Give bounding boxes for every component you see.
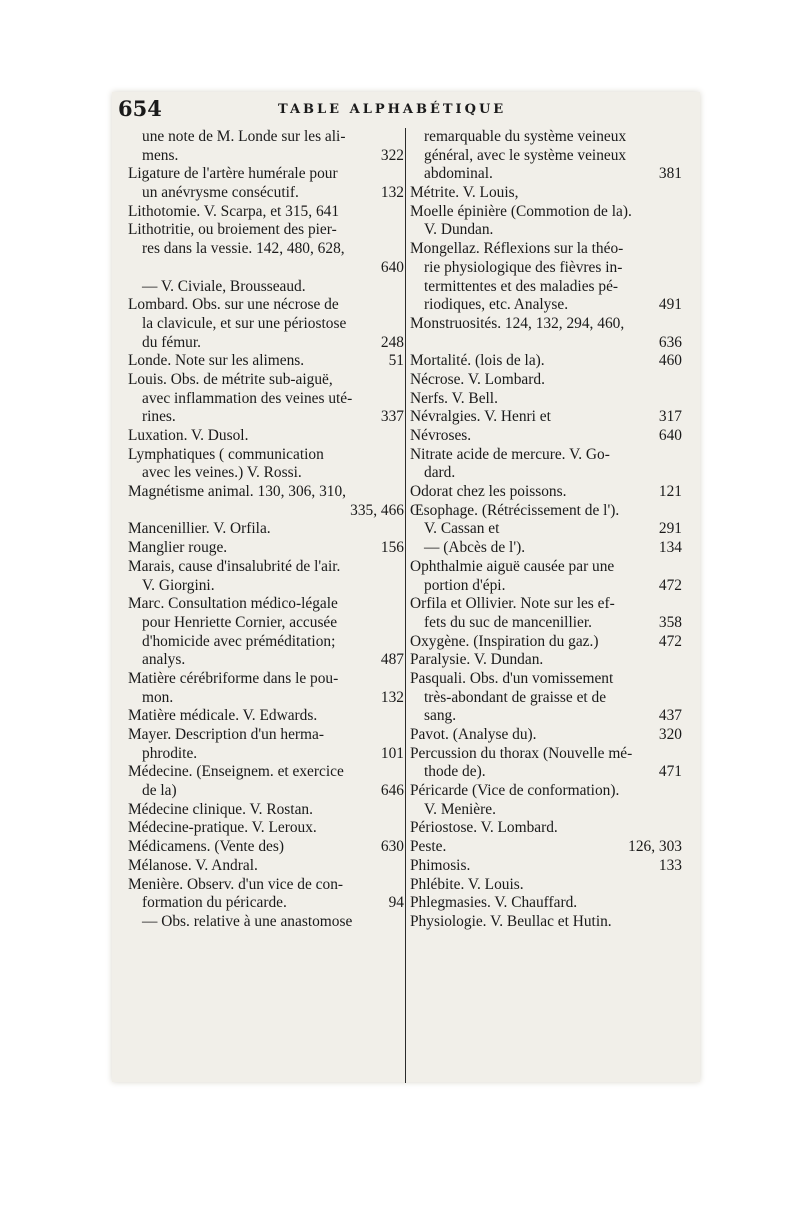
index-entry-text: Mortalité. (lois de la). (410, 352, 545, 370)
index-entry-text: très-abondant de graisse et de (424, 688, 607, 706)
index-entry-text: une note de M. Londe sur les ali- (142, 128, 346, 145)
index-entry-text: Ligature de l'artère humérale pour (128, 165, 338, 183)
index-entry-text: Nerfs. V. Bell. (410, 389, 498, 407)
index-line (410, 371, 682, 390)
index-line (410, 165, 682, 184)
index-line (128, 128, 404, 147)
page-reference: 94 (388, 894, 404, 912)
index-line (128, 334, 404, 353)
page-reference: 640 (658, 427, 682, 444)
index-line (410, 633, 682, 652)
index-entry-text: Paralysie. V. Dundan. (410, 651, 544, 669)
index-entry-text: du fémur. (142, 333, 201, 351)
index-entry-text: portion d'épi. (424, 576, 506, 594)
index-entry-text: Odorat chez les poissons. (410, 483, 567, 501)
page-reference: 471 (658, 763, 682, 781)
index-entry-text: Lombard. Obs. sur une nécrose de (128, 296, 339, 314)
index-line (410, 315, 682, 334)
page-reference: 636 (658, 333, 682, 351)
page-reference: 322 (380, 146, 404, 164)
page-reference: 101 (380, 744, 404, 762)
index-entry-text: res dans la vessie. 142, 480, 628, (142, 240, 345, 258)
index-line (410, 278, 682, 297)
index-entry-text: Médicamens. (Vente des) (128, 838, 284, 856)
index-line (128, 408, 404, 427)
index-entry-text: fets du suc de mancenillier. (424, 613, 592, 631)
index-entry-text: termittentes et des maladies pé- (424, 277, 619, 295)
index-entry-text: un anévrysme consécutif. (142, 184, 299, 202)
index-entry-text: sang. (424, 707, 457, 725)
page-reference: 630 (380, 838, 404, 856)
index-entry-text: Phimosis. (410, 856, 471, 874)
index-entry-text: Névroses. (410, 427, 472, 444)
index-entry-text: Lithotomie. V. Scarpa, et 315, 641 (128, 202, 340, 220)
index-entry-text: Phlegmasies. V. Chauffard. (410, 894, 578, 912)
index-line (410, 221, 682, 240)
page-reference: 646 (380, 782, 404, 800)
index-line (128, 296, 404, 315)
index-entry-text: Matière médicale. V. Edwards. (128, 707, 318, 725)
index-entry-text: Lithotritie, ou broiement des pier- (128, 221, 337, 239)
index-entry-text: Ophthalmie aiguë causée par une (410, 557, 615, 575)
index-line (410, 745, 682, 764)
index-entry-text: Physiologie. V. Beullac et Hutin. (410, 912, 612, 930)
index-line (128, 352, 404, 371)
index-entry-text: Nitrate acide de mercure. V. Go- (410, 445, 610, 463)
index-line (128, 539, 404, 558)
index-line (128, 165, 404, 184)
index-entry-text: — Obs. relative à une anastomose (142, 912, 353, 930)
index-line (410, 259, 682, 278)
index-line (410, 577, 682, 596)
index-entry-text: analys. (142, 651, 186, 669)
index-entry-text: Magnétisme animal. 130, 306, 310, (128, 483, 347, 501)
index-entry-text: Orfila et Ollivier. Note sur les ef- (410, 595, 615, 613)
page-reference: 491 (658, 296, 682, 314)
index-line (410, 838, 682, 857)
running-title: TABLE ALPHABÉTIQUE (278, 102, 507, 117)
index-line (128, 147, 404, 166)
index-line (128, 446, 404, 465)
index-entry-text: Mancenillier. V. Orfila. (128, 520, 271, 538)
index-line (410, 408, 682, 427)
index-line (128, 857, 404, 876)
index-entry-text: remarquable du système veineux (424, 128, 627, 145)
page-reference: 156 (380, 539, 404, 557)
index-entry-text: Marc. Consultation médico-légale (128, 595, 338, 613)
index-entry-text: V. Giorgini. (142, 576, 215, 594)
index-entry-text: dard. (424, 464, 456, 482)
index-line (128, 427, 404, 446)
index-entry-text: V. Menière. (424, 800, 496, 818)
index-line (410, 483, 682, 502)
index-entry-text: riodiques, etc. Analyse. (424, 296, 569, 314)
index-entry-text: Névralgies. V. Henri et (410, 408, 551, 426)
index-line (410, 558, 682, 577)
index-entry-text: Péricarde (Vice de conformation). (410, 782, 620, 800)
index-line (410, 782, 682, 801)
index-line (410, 857, 682, 876)
index-line (410, 614, 682, 633)
page-reference: 134 (658, 539, 682, 557)
index-line (128, 782, 404, 801)
page-reference: 132 (380, 184, 404, 202)
page-reference: 335, 466 (350, 501, 404, 519)
index-entry-text: général, avec le système veineux (424, 146, 627, 164)
column-divider (405, 128, 406, 1083)
page-reference: 640 (380, 258, 404, 276)
index-line (128, 577, 404, 596)
index-line (410, 147, 682, 166)
index-line (128, 240, 404, 259)
index-line (410, 296, 682, 315)
page-reference: 317 (658, 408, 682, 426)
index-entry-text: abdominal. (424, 165, 493, 183)
index-line (410, 726, 682, 745)
index-entry-text: la clavicule, et sur une périostose (142, 314, 347, 332)
index-line (128, 838, 404, 857)
index-line (128, 894, 404, 913)
index-line (128, 184, 404, 203)
index-entry-text: — V. Civiale, Brousseaud. (142, 277, 306, 295)
index-line (128, 614, 404, 633)
page-reference: 337 (380, 408, 404, 426)
index-entry-text: d'homicide avec préméditation; (142, 632, 336, 650)
index-line (128, 483, 404, 502)
page-number: 654 (118, 96, 162, 121)
index-line (410, 670, 682, 689)
index-entry-text: Métrite. V. Louis, (410, 184, 519, 202)
page-reference: 126, 303 (628, 838, 682, 856)
page-reference: 381 (658, 165, 682, 183)
index-entry-text: V. Dundan. (424, 221, 494, 239)
index-entry-text: mon. (142, 688, 174, 706)
index-line (128, 819, 404, 838)
index-line (128, 913, 404, 932)
page-reference: 460 (658, 352, 682, 370)
index-line (410, 352, 682, 371)
index-line (410, 876, 682, 895)
index-line (410, 520, 682, 539)
index-line (410, 595, 682, 614)
index-line (410, 128, 682, 147)
index-line (128, 558, 404, 577)
index-entry-text: Médecine-pratique. V. Leroux. (128, 819, 317, 837)
index-entry-text: Pasquali. Obs. d'un vomissement (410, 669, 614, 687)
index-entry-text: Oxygène. (Inspiration du gaz.) (410, 632, 599, 650)
index-entry-text: Londe. Note sur les alimens. (128, 352, 305, 370)
index-line (128, 726, 404, 745)
left-column (128, 128, 404, 932)
index-line (410, 334, 682, 353)
index-line (128, 371, 404, 390)
index-line (128, 689, 404, 708)
index-entry-text: mens. (142, 146, 179, 164)
index-entry-text: Louis. Obs. de métrite sub-aiguë, (128, 370, 333, 388)
page-reference: 291 (658, 520, 682, 538)
index-line (410, 707, 682, 726)
index-line (410, 502, 682, 521)
index-line (410, 240, 682, 259)
page-header (118, 96, 678, 126)
index-line (128, 278, 404, 297)
index-line (128, 707, 404, 726)
index-entry-text: de la) (142, 782, 177, 800)
index-entry-text: thode de). (424, 763, 486, 781)
index-entry-text: Matière cérébriforme dans le pou- (128, 669, 339, 687)
index-entry-text: Médecine. (Enseignem. et exercice (128, 763, 344, 781)
page-reference: 133 (658, 856, 682, 874)
page-reference: 358 (658, 613, 682, 631)
index-entry-text: Percussion du thorax (Nouvelle mé- (410, 744, 633, 762)
index-line (128, 633, 404, 652)
index-entry-text: Médecine clinique. V. Rostan. (128, 800, 313, 818)
page-reference: 472 (658, 632, 682, 650)
index-line (410, 913, 682, 932)
index-line (410, 446, 682, 465)
index-line (410, 539, 682, 558)
index-line (128, 390, 404, 409)
index-entry-text: formation du péricarde. (142, 894, 287, 912)
index-entry-text: Menière. Observ. d'un vice de con- (128, 875, 344, 893)
page-reference: 437 (658, 707, 682, 725)
index-line (128, 259, 404, 278)
index-entry-text: Lymphatiques ( communication (128, 445, 324, 463)
page-reference: 132 (380, 688, 404, 706)
index-line (128, 520, 404, 539)
index-entry-text: phrodite. (142, 744, 198, 762)
index-entry-text: Mongellaz. Réflexions sur la théo- (410, 240, 624, 258)
index-line (128, 763, 404, 782)
index-entry-text: Pavot. (Analyse du). (410, 726, 537, 743)
index-entry-text: Luxation. V. Dusol. (128, 427, 249, 444)
index-line (410, 894, 682, 913)
index-line (410, 184, 682, 203)
index-entry-text: Moelle épinière (Commotion de la). (410, 202, 632, 220)
index-entry-text: — (Abcès de l'). (424, 539, 526, 557)
index-line (410, 819, 682, 838)
page-reference: 320 (658, 726, 682, 743)
index-entry-text: pour Henriette Cornier, accusée (142, 613, 338, 631)
page-reference: 51 (388, 352, 404, 370)
index-entry-text: avec inflammation des veines uté- (142, 389, 353, 407)
index-entry-text: Mayer. Description d'un herma- (128, 726, 324, 743)
index-entry-text: Mélanose. V. Andral. (128, 856, 258, 874)
index-entry-text: Manglier rouge. (128, 539, 228, 557)
index-line (128, 801, 404, 820)
index-line (128, 464, 404, 483)
index-entry-text: rie physiologique des fièvres in- (424, 258, 623, 276)
index-line (128, 745, 404, 764)
index-line (410, 390, 682, 409)
index-line (128, 315, 404, 334)
page-reference: 121 (658, 483, 682, 501)
index-entry-text: Œsophage. (Rétrécissement de l'). (410, 501, 620, 519)
right-column (410, 128, 682, 932)
index-line (410, 689, 682, 708)
index-line (128, 221, 404, 240)
index-line (410, 464, 682, 483)
index-line (128, 595, 404, 614)
page-reference: 487 (380, 651, 404, 669)
index-line (128, 203, 404, 222)
page-reference: 248 (380, 333, 404, 351)
index-entry-text: Peste. (410, 838, 447, 856)
index-entry-text: rines. (142, 408, 176, 426)
index-entry-text: Monstruosités. 124, 132, 294, 460, (410, 314, 625, 332)
index-line (410, 427, 682, 446)
page-reference: 472 (658, 576, 682, 594)
index-entry-text: Nécrose. V. Lombard. (410, 370, 545, 388)
index-entry-text: Phlébite. V. Louis. (410, 875, 524, 893)
index-line (410, 203, 682, 222)
index-entry-text: Marais, cause d'insalubrité de l'air. (128, 557, 341, 575)
index-line (128, 670, 404, 689)
index-entry-text: avec les veines.) V. Rossi. (142, 464, 302, 482)
index-line (410, 801, 682, 820)
index-entry-text: Périostose. V. Lombard. (410, 819, 558, 837)
index-line (128, 651, 404, 670)
index-line (410, 651, 682, 670)
index-line (128, 876, 404, 895)
index-line (128, 502, 404, 521)
index-line (410, 763, 682, 782)
index-entry-text: V. Cassan et (424, 520, 500, 538)
